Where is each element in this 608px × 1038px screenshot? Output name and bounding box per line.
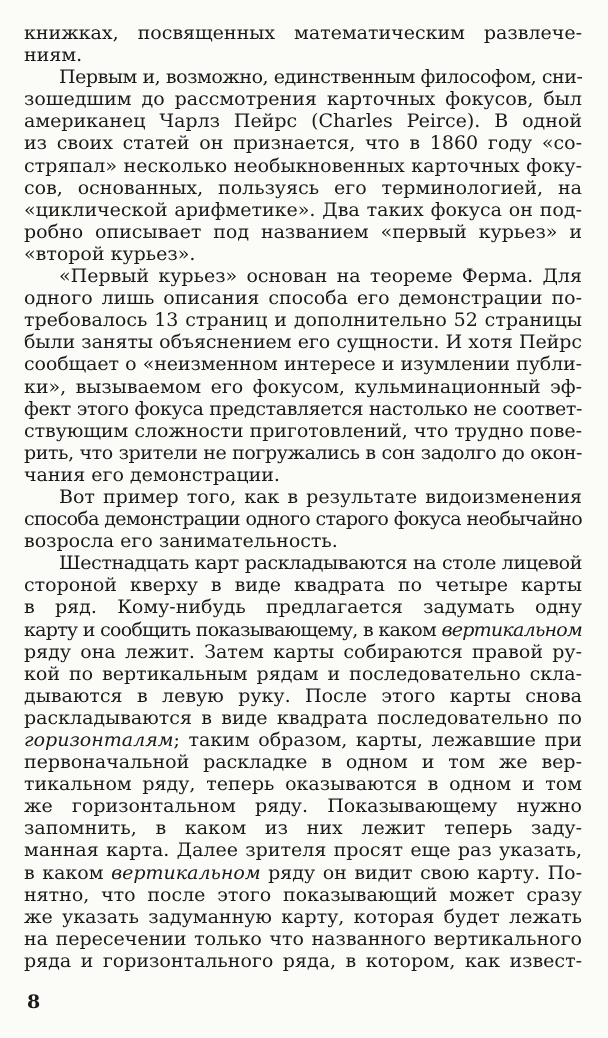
- text-line: [24, 729, 582, 751]
- text-run: же указать задуманную карту, которая будет лежать: [24, 905, 582, 928]
- text-line: [24, 265, 582, 287]
- text-run: ствующим сложности приготовлений, что трудно пове-: [24, 419, 582, 442]
- paragraph: [24, 552, 582, 972]
- text-line: [24, 817, 582, 839]
- text-run: рить, что зрители не погружались в сон задолго до окон-: [24, 441, 582, 464]
- text-run: сообщает о «неизменном интересе и изумлении публи-: [24, 353, 582, 376]
- text-run: требовалось 13 страниц и дополнительно 52 страницы: [24, 309, 582, 332]
- text-line: [24, 530, 582, 552]
- page-body-text: [24, 22, 582, 972]
- text-line: [24, 508, 582, 530]
- text-line: [24, 398, 582, 420]
- text-line: [24, 950, 582, 972]
- text-run: тикальном ряду, теперь оказываются в одном и том: [24, 773, 582, 796]
- text-run: нятно, что после этого показывающий может сразу: [24, 883, 582, 906]
- text-run: зошедшим до рассмотрения карточных фокусов, был: [24, 88, 582, 111]
- text-run: способа демонстрации одного старого фокуса необычайно: [24, 508, 582, 531]
- text-run: ряду она лежит. Затем карты собираются правой ру-: [24, 640, 582, 663]
- text-run: «Первый курьез» основан на теореме Ферма. Для: [59, 265, 582, 288]
- text-line: [24, 795, 582, 817]
- text-line: [24, 596, 582, 618]
- text-line: [24, 44, 582, 66]
- text-run: сов, основанных, пользуясь его терминологией, на: [24, 176, 582, 199]
- text-run: одного лишь описания способа его демонстрации по-: [24, 287, 582, 310]
- paragraph: [24, 265, 582, 486]
- text-line: [24, 110, 582, 132]
- paragraph: [24, 22, 582, 66]
- text-run: на пересечении только что названного вертикального: [24, 927, 582, 950]
- text-run: американец Чарлз Пейрс (Charles Peirce). В одной: [24, 110, 582, 133]
- text-line: [24, 88, 582, 110]
- text-line: [24, 287, 582, 309]
- text-run: ; таким образом, карты, лежавшие при: [173, 729, 582, 751]
- text-run: возросла его занимательность.: [24, 530, 338, 553]
- text-line: [24, 619, 582, 641]
- page-number: 8: [27, 991, 41, 1013]
- text-run: фект этого фокуса представляется настолько не соответ-: [24, 397, 582, 420]
- text-run: книжках, посвященных математическим развлече-: [24, 22, 582, 44]
- text-run: стряпал» несколько необыкновенных карточных фоку-: [24, 154, 582, 177]
- text-line: [24, 199, 582, 221]
- text-line: [24, 862, 582, 884]
- text-run: первоначальной раскладке в одном и том же вер-: [24, 751, 582, 774]
- text-run: в каком: [24, 861, 112, 884]
- text-run: стороной кверху в виде квадрата по четыре карты: [24, 574, 582, 597]
- text-run: Шестнадцать карт раскладываются на столе лицевой: [59, 552, 582, 575]
- paragraph: [24, 66, 582, 265]
- text-run: «второй курьез».: [24, 242, 196, 265]
- text-run: раскладываются в виде квадрата последовательно по: [24, 706, 582, 729]
- text-run: «циклической арифметике». Два таких фокуса он под-: [24, 198, 582, 221]
- text-line: [24, 641, 582, 663]
- text-run: были заняты объяснением его сущности. И хотя Пейрс: [24, 331, 582, 354]
- text-run: ниям.: [24, 44, 83, 67]
- text-run: запомнить, в каком из них лежит теперь заду-: [24, 817, 582, 840]
- text-line: [24, 353, 582, 375]
- text-run: кой по вертикальным рядам и последовательно скла-: [24, 662, 582, 685]
- text-run: дываются в левую руку. После этого карты снова: [24, 684, 582, 707]
- text-line: [24, 839, 582, 861]
- text-line: [24, 177, 582, 199]
- text-run: Первым и, возможно, единственным философом, сни-: [59, 66, 582, 89]
- text-line: [24, 552, 582, 574]
- paragraph: [24, 486, 582, 552]
- text-line: [24, 464, 582, 486]
- text-line: [24, 132, 582, 154]
- text-run: ки», вызываемом его фокусом, кульминационный эф-: [24, 375, 582, 398]
- text-run: манная карта. Далее зрителя просят еще раз указать,: [24, 839, 582, 862]
- text-line: [24, 309, 582, 331]
- italic-text: вертикальном: [111, 861, 261, 884]
- text-line: [24, 751, 582, 773]
- text-line: [24, 22, 582, 44]
- text-run: карту и сообщить показывающему, в каком: [24, 618, 442, 641]
- text-line: [24, 331, 582, 353]
- text-run: чания его демонстрации.: [24, 463, 280, 486]
- text-line: [24, 928, 582, 950]
- text-line: [24, 685, 582, 707]
- text-line: [24, 376, 582, 398]
- text-line: [24, 574, 582, 596]
- text-line: [24, 442, 582, 464]
- text-run: из своих статей он признается, что в 1860 году «со-: [24, 132, 582, 155]
- text-line: [24, 906, 582, 928]
- text-run: ряду он видит свою карту. По-: [260, 861, 582, 884]
- text-line: [24, 221, 582, 243]
- text-run: Вот пример того, как в результате видоизменения: [59, 485, 582, 508]
- text-run: ряда и горизонтального ряда, в котором, как извест-: [24, 949, 582, 972]
- text-line: [24, 773, 582, 795]
- italic-text: горизонталям: [24, 729, 174, 751]
- text-line: [24, 486, 582, 508]
- text-line: [24, 707, 582, 729]
- text-line: [24, 420, 582, 442]
- text-line: [24, 66, 582, 88]
- text-run: робно описывает под названием «первый курьез» и: [24, 220, 582, 243]
- text-line: [24, 155, 582, 177]
- text-run: же горизонтальном ряду. Показывающему нужно: [24, 795, 582, 818]
- text-run: в ряд. Кому-нибудь предлагается задумать одну: [24, 596, 582, 619]
- text-line: [24, 884, 582, 906]
- text-line: [24, 243, 582, 265]
- text-line: [24, 663, 582, 685]
- italic-text: вертикальном: [441, 618, 582, 641]
